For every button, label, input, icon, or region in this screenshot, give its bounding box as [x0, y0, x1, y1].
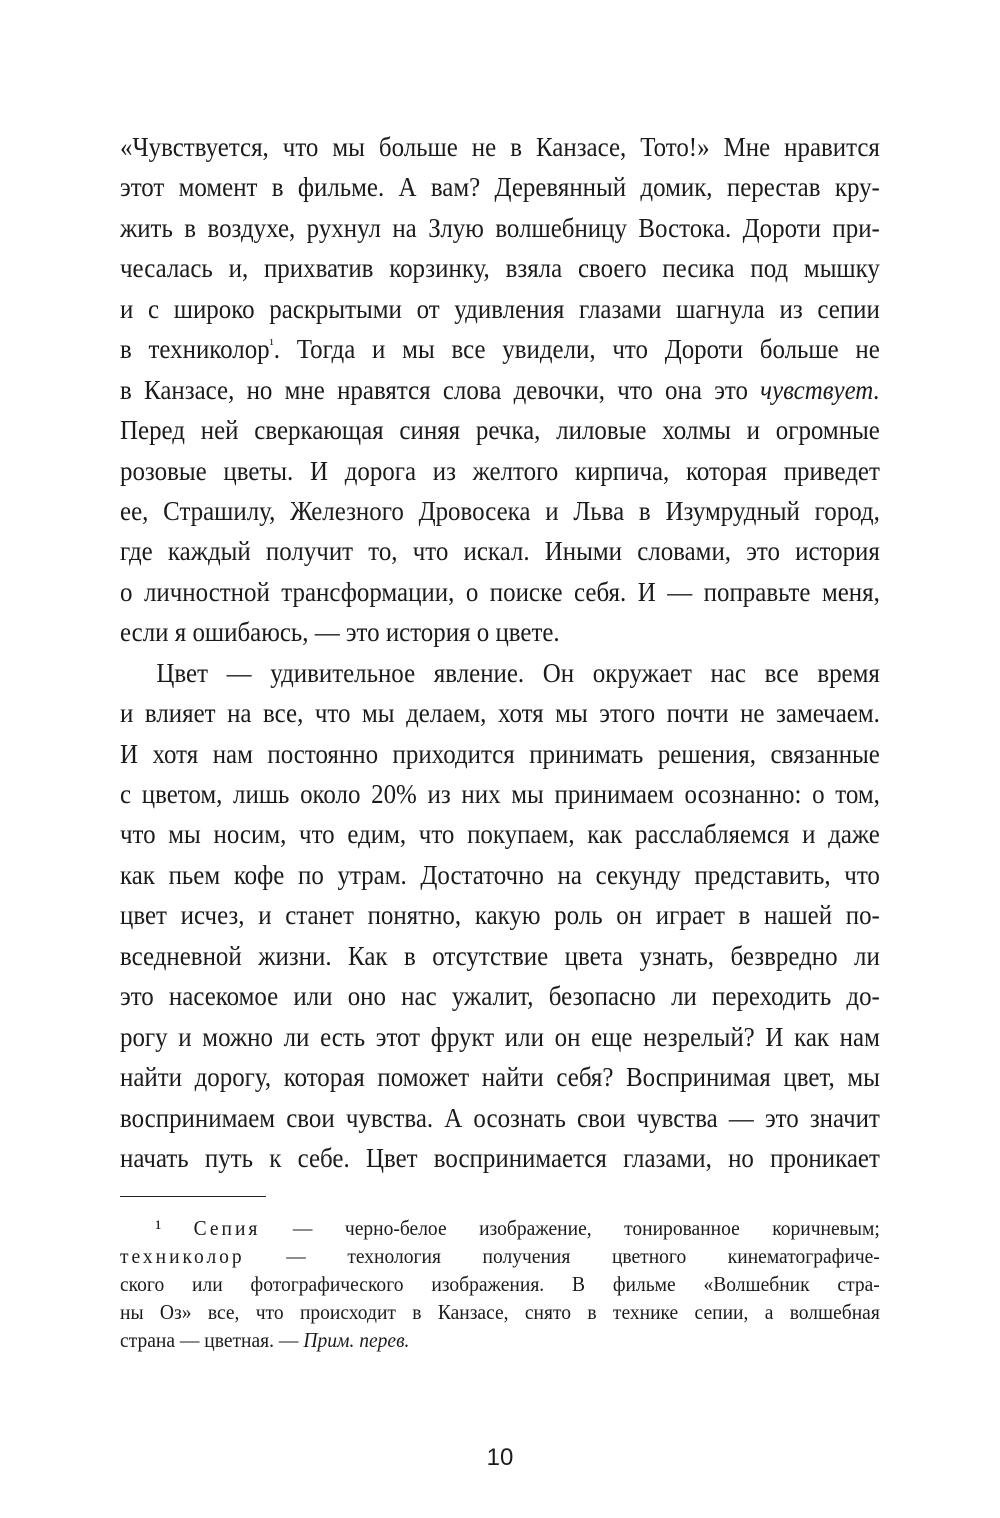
footnote-text: страна — цветная. —: [120, 1328, 304, 1352]
text-line: найти дорогу, которая поможет найти себя? Воспринимая цвет, мы: [120, 1062, 880, 1093]
footnote-line: ского или фотографического изображения. В фильме «Волшебник стра-: [120, 1272, 880, 1296]
footnote-term: техниколор: [120, 1244, 245, 1268]
text-fragment: . Тогда и мы все увидели, что Дороти больше не: [273, 334, 880, 365]
translator-note: Прим. перев.: [303, 1328, 410, 1352]
text-line: с цветом, лишь около 20% из них мы принимаем осознанно: о том,: [120, 779, 880, 809]
text-line: чесалась и, прихватив корзинку, взяла своего песика под мышку: [120, 253, 880, 284]
footnote-reference[interactable]: ¹: [269, 337, 274, 354]
text-line: [120, 370, 880, 410]
footnote-text: — технология получения цветного кинематографиче-: [244, 1244, 880, 1268]
text-line: и влияет на все, что мы делаем, хотя мы этого почти не замечаем.: [120, 698, 880, 729]
text-line: что мы носим, что едим, что покупаем, как расслабляемся и даже: [120, 819, 880, 850]
text-line: о личностной трансформации, о поиске себя. И — поправьте меня,: [120, 576, 880, 607]
text-line: это насекомое или оно нас ужалит, безопасно ли переходить до-: [120, 981, 880, 1012]
text-line: если я ошибаюсь, — это история о цвете.: [120, 617, 560, 648]
text-line: где каждый получит то, что искал. Иными словами, это история: [120, 536, 880, 567]
text-line: ее, Страшилу, Железного Дровосека и Льва в Изумрудный город,: [120, 495, 880, 526]
text-line: вседневной жизни. Как в отсутствие цвета узнать, безвредно ли: [120, 940, 880, 971]
footnote-line: ны Оз» все, что происходит в Канзасе, снято в технике сепии, а волшебная: [120, 1300, 880, 1324]
footnote-line: [120, 1214, 880, 1242]
text-line: начать путь к себе. Цвет воспринимается глазами, но проникает: [120, 1142, 880, 1173]
text-line: Перед ней сверкающая синяя речка, лиловые холмы и огромные: [120, 415, 880, 446]
footnote-term: Сепия: [193, 1216, 261, 1240]
text-line: жить в воздухе, рухнул на Злую волшебницу Востока. Дороти при-: [120, 212, 880, 243]
text-line: И хотя нам постоянно приходится принимать решения, связанные: [120, 738, 880, 769]
footnote-line: [120, 1326, 880, 1354]
footnote-marker: ¹: [155, 1216, 162, 1240]
text-line: рогу и можно ли есть этот фрукт или он еще незрелый? И как нам: [120, 1021, 880, 1052]
footnote-text: — черно-белое изображение, тонированное коричневым;: [260, 1216, 880, 1240]
italic-word: чувствует.: [760, 374, 880, 405]
text-line: цвет исчез, и станет понятно, какую роль он играет в нашей по-: [120, 900, 880, 931]
footnote-line: [120, 1242, 880, 1270]
footnote: [120, 1214, 880, 1354]
text-line: «Чувствуется, что мы больше не в Канзасе, Тото!» Мне нравится: [120, 132, 880, 162]
page-number: 10: [486, 1444, 514, 1471]
text-line: этот момент в фильме. А вам? Деревянный домик, перестав кру-: [120, 172, 880, 203]
paragraph-start-line: Цвет — удивительное явление. Он окружает нас все время: [156, 657, 880, 688]
footnote-divider: [120, 1196, 266, 1197]
text-line: [120, 329, 880, 369]
text-fragment: в техниколор: [120, 334, 270, 365]
text-line: розовые цветы. И дорога из желтого кирпича, которая приведет: [120, 455, 880, 486]
text-fragment: в Канзасе, но мне нравятся слова девочки, что она это: [120, 374, 761, 405]
text-line: как пьем кофе по утрам. Достаточно на секунду представить, что: [120, 859, 880, 890]
text-line: и с широко раскрытыми от удивления глазами шагнула из сепии: [120, 293, 880, 324]
main-text: [120, 127, 880, 1178]
text-line: воспринимаем свои чувства. А осознать свои чувства — это значит: [120, 1102, 880, 1133]
